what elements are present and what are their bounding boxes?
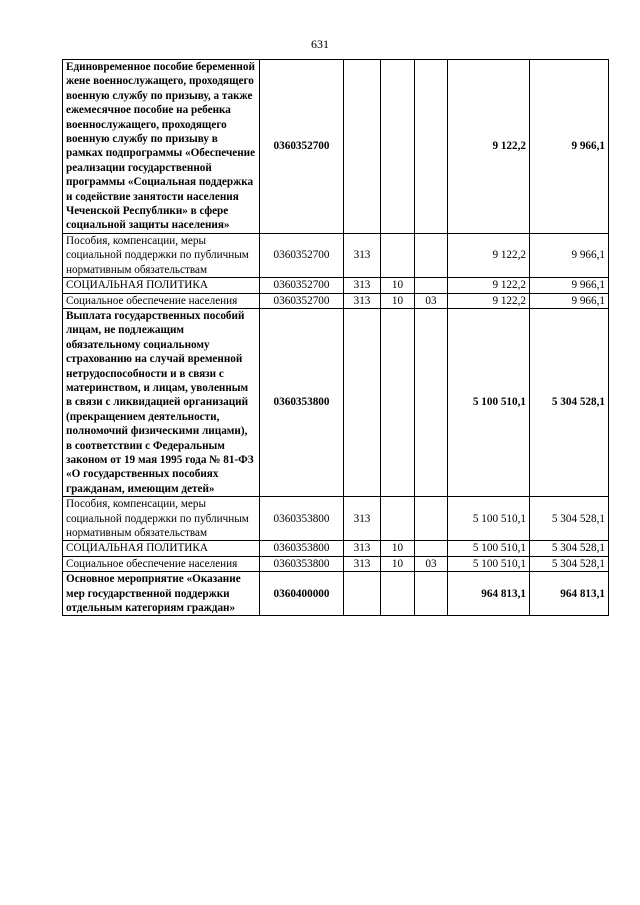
amount-year-2: 9 966,1 [530,278,609,293]
target-article-code: 0360400000 [260,572,344,616]
section-code: 10 [381,278,415,293]
row-name: СОЦИАЛЬНАЯ ПОЛИТИКА [63,278,260,293]
row-name: Основное мероприятие «Оказание мер государственной поддержки отдельным категориям граждан» [63,572,260,616]
amount-year-1: 5 100 510,1 [448,541,530,556]
amount-year-1: 9 122,2 [448,293,530,308]
target-article-code: 0360352700 [260,278,344,293]
amount-year-1: 5 100 510,1 [448,308,530,496]
amount-year-1: 9 122,2 [448,233,530,277]
table-row [63,497,609,541]
section-code: 10 [381,293,415,308]
target-article-code: 0360352700 [260,233,344,277]
section-code [381,497,415,541]
amount-year-1: 5 100 510,1 [448,556,530,571]
table-row [63,60,609,234]
amount-year-1: 964 813,1 [448,572,530,616]
target-article-code: 0360352700 [260,293,344,308]
row-name: Социальное обеспечение населения [63,556,260,571]
expense-type-code [344,308,381,496]
budget-table [62,59,609,616]
expense-type-code: 313 [344,233,381,277]
expense-type-code: 313 [344,556,381,571]
subsection-code [415,541,448,556]
row-name: СОЦИАЛЬНАЯ ПОЛИТИКА [63,541,260,556]
row-name: Пособия, компенсации, меры социальной поддержки по публичным нормативным обязательствам [63,497,260,541]
amount-year-2: 9 966,1 [530,60,609,234]
subsection-code [415,308,448,496]
expense-type-code: 313 [344,541,381,556]
row-name: Пособия, компенсации, меры социальной поддержки по публичным нормативным обязательствам [63,233,260,277]
table-row [63,293,609,308]
expense-type-code [344,572,381,616]
table-row [63,278,609,293]
target-article-code: 0360353800 [260,308,344,496]
target-article-code: 0360353800 [260,556,344,571]
table-row [63,233,609,277]
subsection-code: 03 [415,293,448,308]
expense-type-code [344,60,381,234]
subsection-code [415,60,448,234]
amount-year-2: 5 304 528,1 [530,556,609,571]
target-article-code: 0360353800 [260,541,344,556]
amount-year-2: 5 304 528,1 [530,541,609,556]
section-code [381,308,415,496]
subsection-code [415,497,448,541]
subsection-code [415,233,448,277]
subsection-code: 03 [415,556,448,571]
table-row [63,541,609,556]
section-code: 10 [381,541,415,556]
row-name: Выплата государственных пособий лицам, не подлежащим обязательному социальному страхованию на случай временной нетрудоспособности и в связи с материнством, и лицам, уволенным в связи с ликвидацией организаций (прекращением деятельности, полномочий физическими лицами), в соответствии с Федеральным законом от 19 мая 1995 года № 81-ФЗ «О государственных пособиях гражданам, имеющим детей» [63,308,260,496]
amount-year-1: 5 100 510,1 [448,497,530,541]
amount-year-2: 5 304 528,1 [530,497,609,541]
expense-type-code: 313 [344,497,381,541]
subsection-code [415,278,448,293]
section-code [381,60,415,234]
table-row [63,308,609,496]
amount-year-1: 9 122,2 [448,278,530,293]
amount-year-2: 964 813,1 [530,572,609,616]
target-article-code: 0360352700 [260,60,344,234]
section-code: 10 [381,556,415,571]
amount-year-2: 5 304 528,1 [530,308,609,496]
row-name: Социальное обеспечение населения [63,293,260,308]
table-row [63,572,609,616]
section-code [381,233,415,277]
table-row [63,556,609,571]
section-code [381,572,415,616]
expense-type-code: 313 [344,293,381,308]
amount-year-2: 9 966,1 [530,233,609,277]
row-name: Единовременное пособие беременной жене военнослужащего, проходящего военную службу по призыву, а также ежемесячное пособие на ребенка военнослужащего, проходящего военную службу по призыву в рамках подпрограммы «Обеспечение реализации государственной программы «Социальная поддержка и содействие занятости населения Чеченской Республики» в сфере социальной защиты населения» [63,60,260,234]
amount-year-2: 9 966,1 [530,293,609,308]
target-article-code: 0360353800 [260,497,344,541]
amount-year-1: 9 122,2 [448,60,530,234]
page-number: 631 [311,37,329,51]
expense-type-code: 313 [344,278,381,293]
subsection-code [415,572,448,616]
